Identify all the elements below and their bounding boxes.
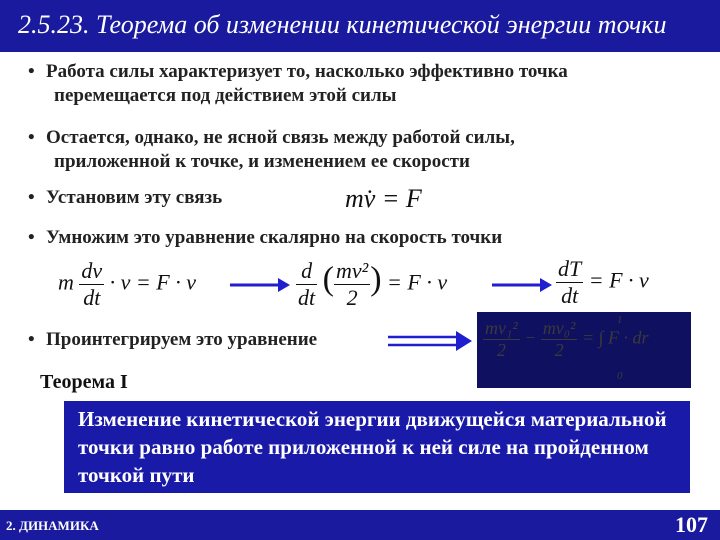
eq4-minus: − <box>524 327 537 348</box>
bullet-text-line1: Умножим это уравнение скалярно на скорость точки <box>46 227 503 248</box>
eq1-rest: · v = F · v <box>109 269 196 295</box>
eq2-paren-close: ) <box>370 260 382 298</box>
page-title: 2.5.23. Теорема об изменении кинетической энергии точки <box>18 10 667 39</box>
eq1-fraction <box>79 258 104 311</box>
eq3-fraction <box>556 256 583 309</box>
eq4-upper-limit: 1 <box>617 314 623 326</box>
bullet-marker: • <box>28 61 35 82</box>
bullet-multiply-scalar <box>28 226 502 250</box>
eq2-inner-denominator: 2 <box>346 285 358 310</box>
double-arrow-right-icon <box>388 331 472 351</box>
arrow-right-icon <box>492 275 552 295</box>
eq4-rest: = ∫ F · dr <box>581 327 649 348</box>
title-bar <box>0 0 720 52</box>
eq2-inner-numerator: mv² <box>335 258 369 283</box>
eq1-denominator: dt <box>83 285 101 310</box>
footer-section: 2. ДИНАМИКА <box>6 518 99 533</box>
bullet-unclear-relation <box>28 126 515 174</box>
bullet-text-line2: приложенной к точке, и изменением ее скорости <box>54 151 470 172</box>
eq4-numerator-2: mv₀² <box>542 318 576 338</box>
footer-bar <box>0 510 720 540</box>
eq4-numerator-1: mv₁² <box>485 318 518 338</box>
bullet-marker: • <box>28 227 35 248</box>
eq3-numerator: dT <box>558 256 582 281</box>
integral-formula-box <box>477 312 691 388</box>
theorem-box <box>64 401 690 493</box>
eq2-inner-fraction <box>334 258 370 311</box>
formula-eq1 <box>58 258 196 311</box>
bullet-text-line1: Остается, однако, не ясной связь между работой силы, <box>46 127 515 148</box>
theorem-label: Теорема I <box>40 371 128 393</box>
bullet-work-efficiency <box>28 60 568 108</box>
eq3-denominator: dt <box>561 283 579 308</box>
formula-eq3 <box>556 256 649 309</box>
formula-eq4 <box>483 318 649 361</box>
bullet-text-line1: Установим эту связь <box>46 187 223 208</box>
bullet-text-line1: Проинтегрируем это уравнение <box>46 329 318 350</box>
theorem-text: Изменение кинетической энергии движущейся материальной точки равно работе приложенной к ней силе на пройденном точкой пути <box>78 407 667 487</box>
bullet-text-line1: Работа силы характеризует то, насколько эффективно точка <box>46 61 568 82</box>
eq4-lower-limit: 0 <box>617 370 623 382</box>
eq2-d-denominator: dt <box>298 285 316 310</box>
arrow-right-icon <box>230 275 290 295</box>
eq1-numerator: dv <box>81 258 103 283</box>
bullet-marker: • <box>28 127 35 148</box>
bullet-integrate <box>28 328 317 352</box>
bullet-text-line2: перемещается под действием этой силы <box>54 85 397 106</box>
page-number: 107 <box>675 512 708 537</box>
eq4-denominator-2: 2 <box>554 340 564 360</box>
bullet-marker: • <box>28 187 35 208</box>
eq2-paren-open: ( <box>322 260 334 298</box>
formula-newton: mv̇ = F <box>345 184 422 213</box>
eq4-denominator-1: 2 <box>496 340 506 360</box>
eq4-fraction-1 <box>483 318 520 361</box>
bullet-establish-relation <box>28 186 222 210</box>
eq1-mass: m <box>58 269 74 295</box>
bullet-marker: • <box>28 329 35 350</box>
eq4-fraction-2 <box>541 318 578 361</box>
formula-eq2 <box>296 258 447 311</box>
eq2-d-numerator: d <box>296 258 317 285</box>
eq3-rest: = F · v <box>588 267 649 293</box>
eq2-d-fraction <box>296 258 317 311</box>
eq2-rest: = F · v <box>387 269 448 295</box>
